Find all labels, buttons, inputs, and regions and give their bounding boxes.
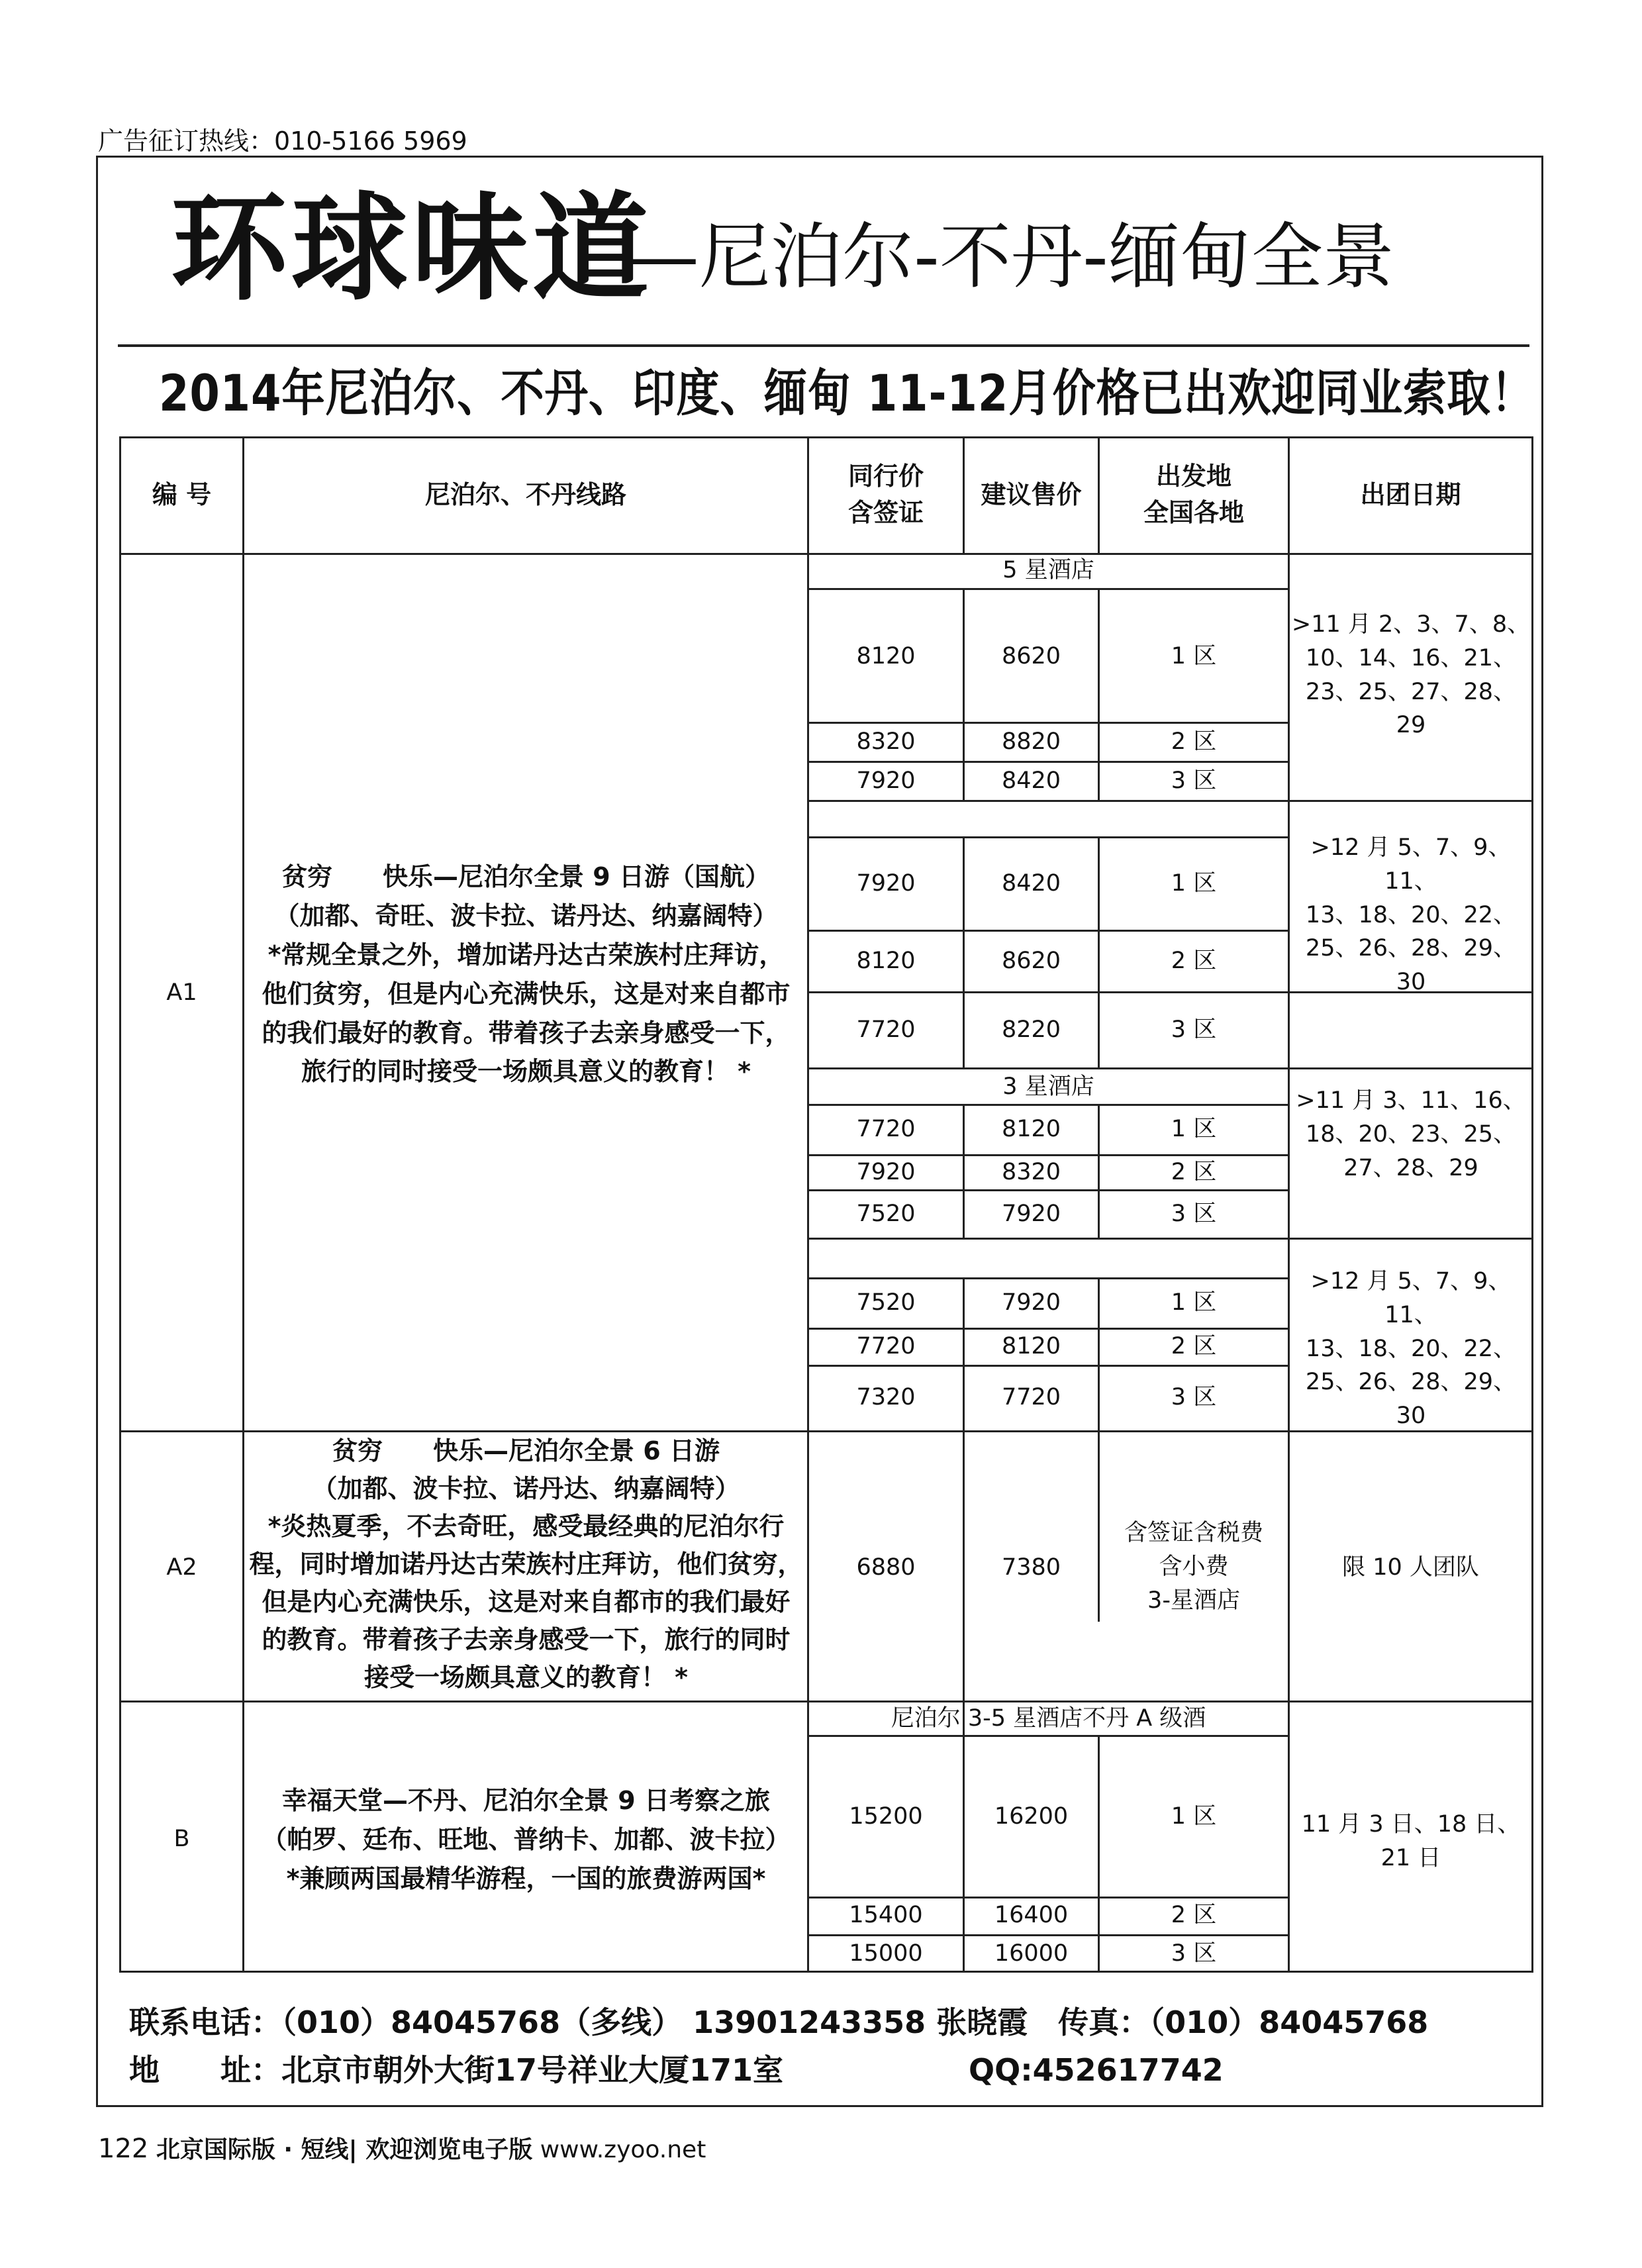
route-a1: 贫穷 快乐—尼泊尔全景 9 日游（国航） （加都、奇旺、波卡拉、诺丹达、纳嘉阔特） *常规全景之外，增加诺丹达古荣族村庄拜访， 他们贫穷，但是内心充满快乐，这是对来自都市 的我们最好的教育。带着孩子去亲身感受一下， 旅行的同时接受一场颇具意义的教育！ * xyxy=(262,862,791,1087)
dates-a1-dec-3star: >12 月 5、7、9、11、 13、18、20、22、 25、26、28、29、 30 xyxy=(1305,1268,1517,1429)
hotel-label-b: 尼泊尔 3-5 星酒店不丹 A 级酒 xyxy=(891,1705,1206,1732)
a2-peer-price: 6880 xyxy=(856,1554,916,1581)
contact-qq: QQ:452617742 xyxy=(969,2052,1224,2088)
price-announcement: 2014年尼泊尔、不丹、印度、缅甸 11-12月价格已出欢迎同业索取！ xyxy=(159,364,1535,422)
dates-a1-nov-5star: >11 月 2、3、7、8、 10、14、16、21、 23、25、27、28、 29 xyxy=(1291,611,1531,739)
header-departure: 出发地 全国各地 xyxy=(1143,462,1244,528)
contact-phone: 联系电话：（010）84045768（多线） 13901243358 张晓霞 传真：（010）84045768 xyxy=(129,2004,1429,2040)
header-suggested-price: 建议售价 xyxy=(981,480,1082,509)
b-dates: 11 月 3 日、18 日、 21 日 xyxy=(1301,1811,1521,1871)
row-code-b: B xyxy=(173,1826,190,1852)
row-code-a1: A1 xyxy=(166,979,197,1006)
ad-hotline: 广告征订热线：010-5166 5969 xyxy=(98,126,467,156)
hotel-label-a1-5star: 5 星酒店 xyxy=(1002,557,1094,583)
row-code-a2: A2 xyxy=(166,1554,197,1581)
header-route: 尼泊尔、不丹线路 xyxy=(424,480,626,509)
header-code: 编 号 xyxy=(152,480,212,509)
dates-a1-nov-3star: >11 月 3、11、16、 18、20、23、25、 27、28、29 xyxy=(1296,1087,1526,1181)
title-rule xyxy=(118,344,1529,347)
page-number: 122 xyxy=(98,2134,149,2164)
header-peer-price: 同行价 含签证 xyxy=(847,462,924,528)
route-a2: 贫穷 快乐—尼泊尔全景 6 日游 （加都、波卡拉、诺丹达、纳嘉阔特） *炎热夏季，不去奇旺，感受最经典的尼泊尔行 程，同时增加诺丹达古荣族村庄拜访，他们贫穷， 但是内心充满快乐，这是对来自都市的我们最好 的教育。带着孩子去亲身感受一下，旅行的同时 接受一场颇具意义的教育！ * xyxy=(249,1436,803,1692)
dates-a1-dec-5star: >12 月 5、7、9、11、 13、18、20、22、 25、26、28、29、 30 xyxy=(1305,834,1517,995)
route-b: 幸福天堂—不丹、尼泊尔全景 9 日考察之旅 （帕罗、廷布、旺地、普纳卡、加都、波卡拉） *兼顾两国最精华游程，一国的旅费游两国* xyxy=(262,1786,791,1893)
a2-dates: 限 10 人团队 xyxy=(1342,1554,1479,1581)
a2-suggested-price: 7380 xyxy=(1001,1554,1061,1581)
title-main: 环球味道 xyxy=(171,181,653,317)
contact-address: 地 址：北京市朝外大街17号祥业大厦171室 QQ:452617742 xyxy=(129,2052,1224,2088)
a2-departure-note: 含签证含税费 含小费 3-星酒店 xyxy=(1124,1520,1263,1614)
footer-welcome: 欢迎浏览电子版 xyxy=(357,2136,533,2163)
page-footer xyxy=(98,2131,706,2165)
hotel-label-a1-3star: 3 星酒店 xyxy=(1002,1073,1094,1100)
footer-section: 北京国际版 · 短线| xyxy=(156,2136,358,2163)
title-sub: —尼泊尔-不丹-缅甸全景 xyxy=(628,216,1394,299)
header-dates: 出团日期 xyxy=(1360,480,1461,509)
footer-url[interactable]: www.zyoo.net xyxy=(532,2136,706,2163)
